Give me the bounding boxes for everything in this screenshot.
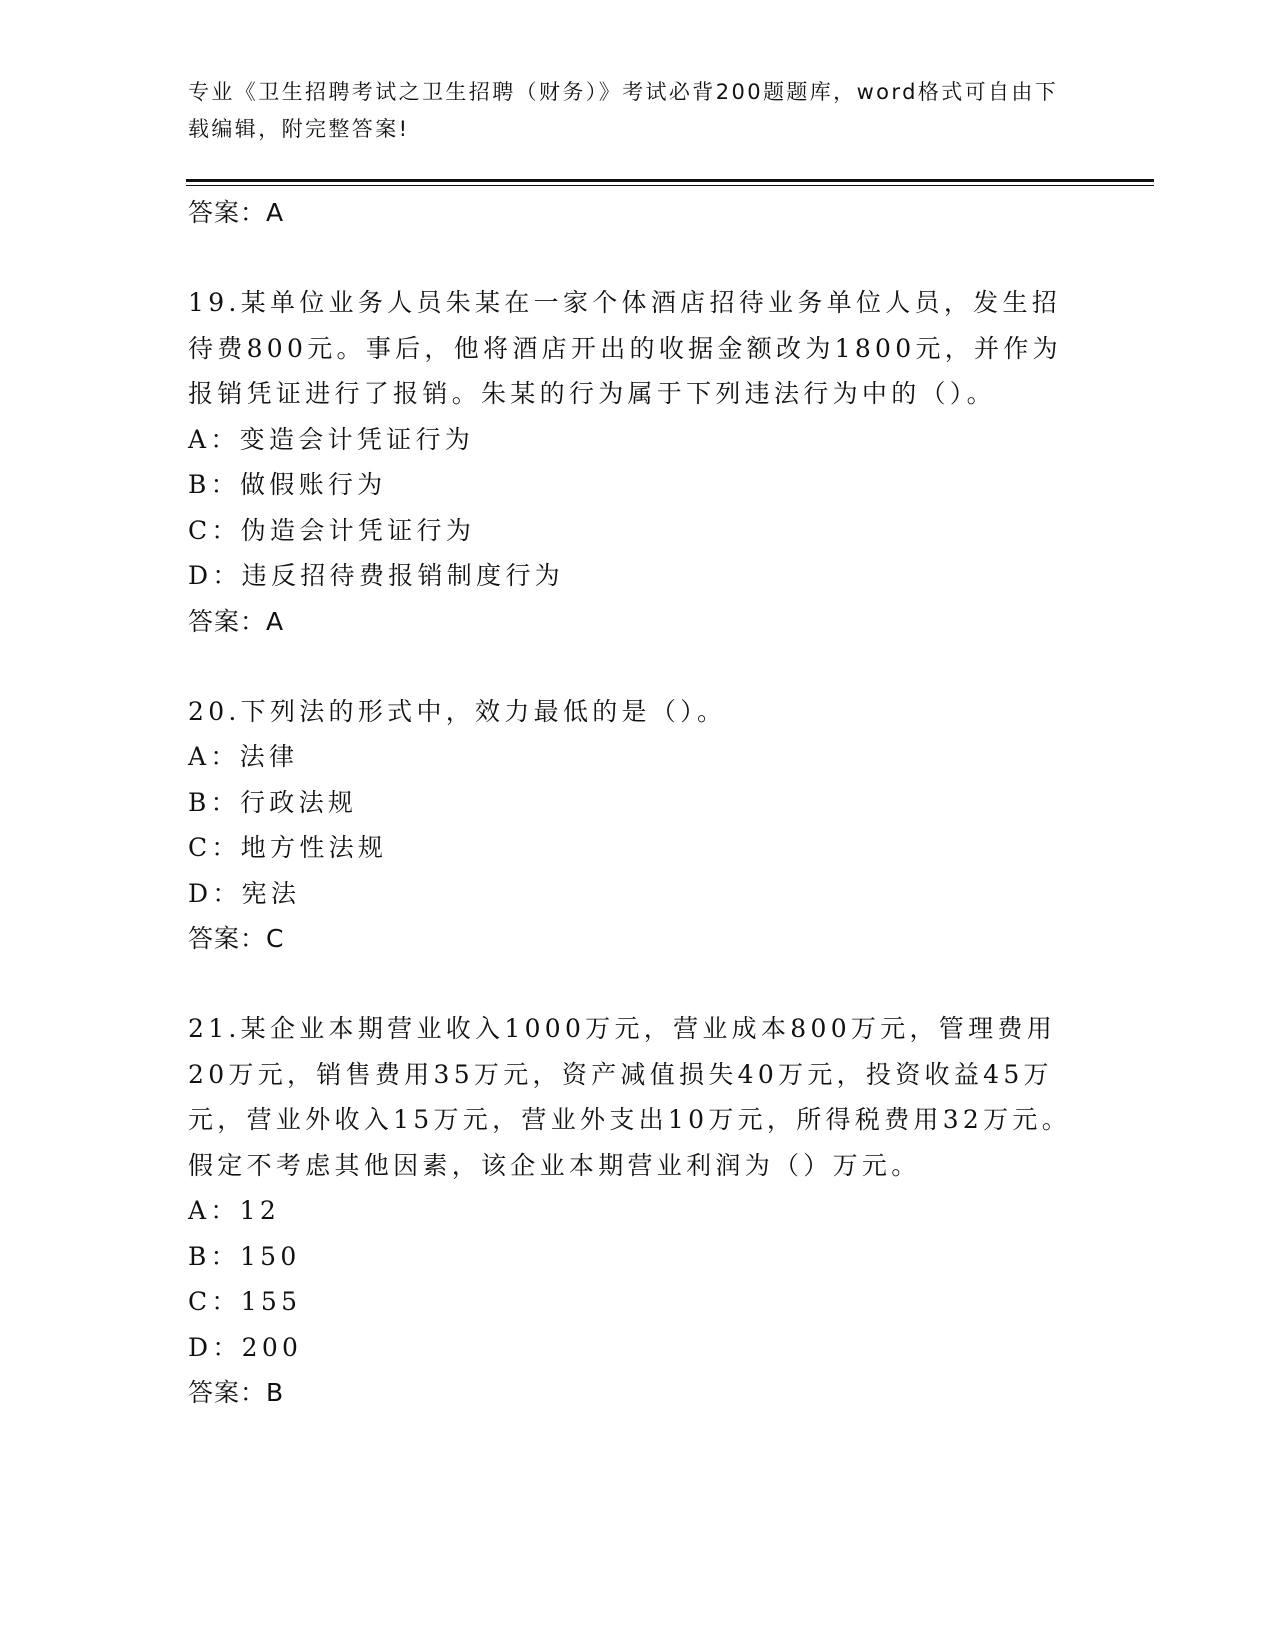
question-21 [188, 1006, 1088, 1416]
option-d: D：宪法 [188, 878, 301, 908]
question-19 [188, 280, 1088, 645]
question-stem: 19.某单位业务人员朱某在一家个体酒店招待业务单位人员，发生招待费800元。事后，他将酒店开出的收据金额改为1800元，并作为报销凭证进行了报销。朱某的行为属于下列违法行为中的（）。 [188, 288, 1062, 408]
option-a: A：法律 [188, 742, 299, 771]
option-a: A：变造会计凭证行为 [188, 424, 475, 454]
option-d: D：200 [188, 1332, 303, 1362]
option-b: B：行政法规 [188, 787, 358, 817]
question-stem: 20.下列法的形式中，效力最低的是（）。 [188, 696, 727, 726]
option-a: A：12 [188, 1196, 281, 1225]
question-stem: 21.某企业本期营业收入1000万元，营业成本800万元，管理费用20万元，销售费用35万元，资产减值损失40万元，投资收益45万元，营业外收入15万元，营业外支出10万元，所得税费用32万元。假定不考虑其他因素，该企业本期营业利润为（）万元。 [188, 1014, 1072, 1180]
question-answer: 答案：B [188, 1378, 285, 1407]
question-20 [188, 689, 1088, 963]
question-answer: 答案：C [188, 924, 285, 953]
header-divider-thick [186, 179, 1154, 182]
previous-question-answer: 答案：A [188, 198, 285, 227]
option-c: C：伪造会计凭证行为 [188, 515, 476, 545]
option-d: D：违反招待费报销制度行为 [188, 561, 564, 590]
option-c: C：地方性法规 [188, 833, 388, 862]
question-answer: 答案：A [188, 606, 285, 636]
option-b: B：做假账行为 [188, 470, 387, 499]
option-c: C：155 [188, 1287, 302, 1316]
header-divider-thin [186, 185, 1154, 186]
document-header: 专业《卫生招聘考试之卫生招聘（财务）》考试必背200题题库，word格式可自由下载编辑，附完整答案! [188, 80, 1059, 141]
option-b: B：150 [188, 1241, 301, 1271]
document-body [188, 190, 1088, 1416]
